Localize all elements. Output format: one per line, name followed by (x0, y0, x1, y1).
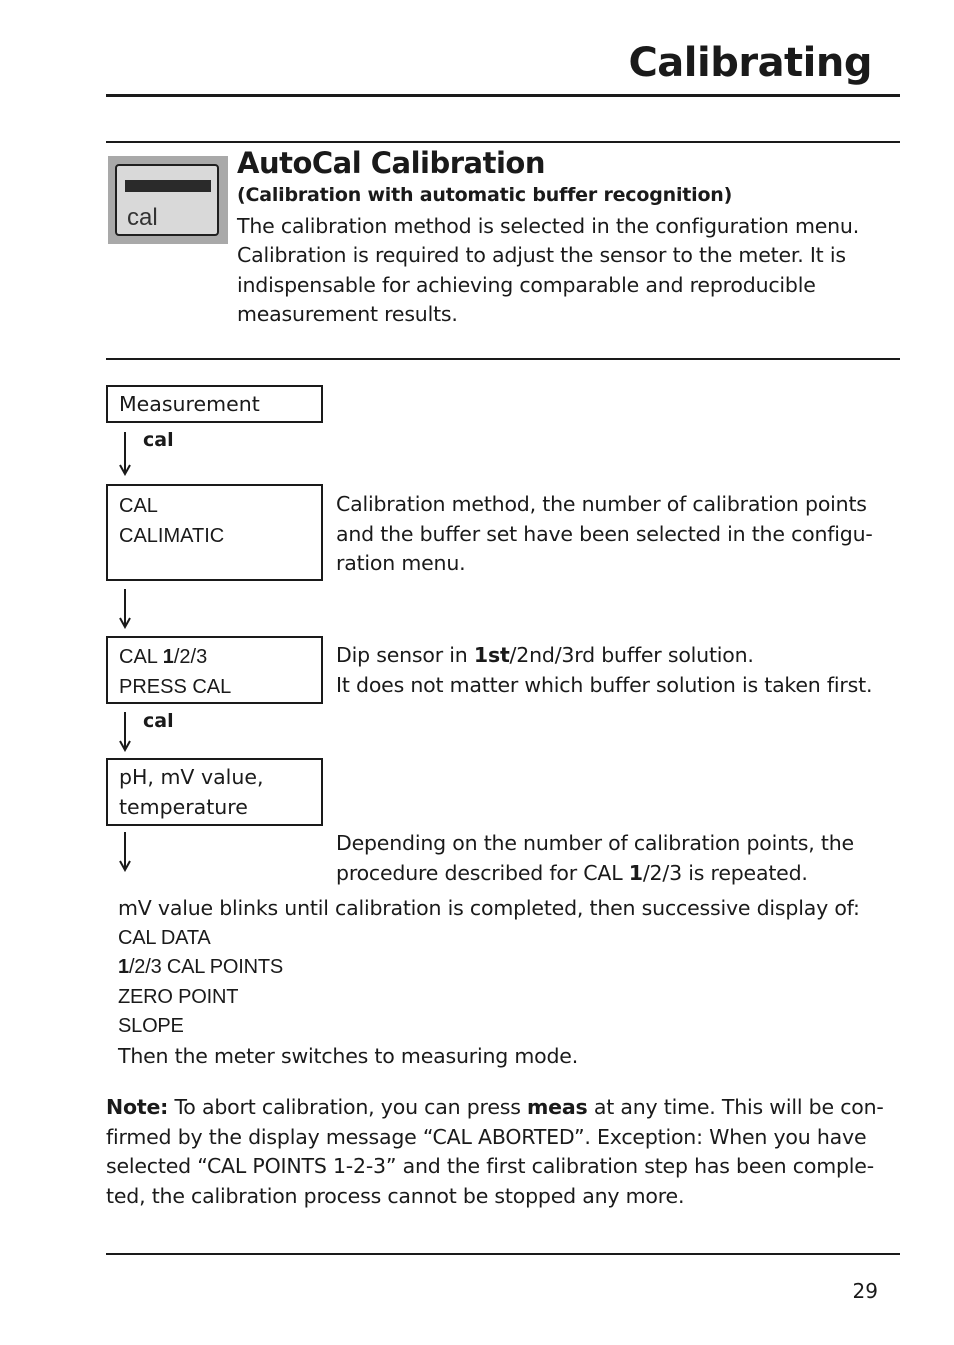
description-line: Dip sensor in 1st/2nd/3rd buffer solution. (336, 643, 754, 667)
title-rule (106, 94, 900, 97)
note-line: Note: To abort calibration, you can press meas at any time. This will be con- (106, 1095, 884, 1119)
display-item-slope: SLOPE (118, 1015, 184, 1037)
ph-mv-line: pH, mV value, (119, 765, 264, 789)
display-item-zero-point: ZERO POINT (118, 985, 239, 1008)
description-line: Calibration method, the number of calibration points (336, 492, 867, 516)
footer-rule (106, 1253, 900, 1255)
cal-points-box (106, 636, 323, 704)
cal-method-description (336, 490, 873, 579)
page-number: 29 (852, 1279, 878, 1303)
description-line: It does not matter which buffer solution is taken first. (336, 672, 873, 697)
display-item-cal-points: 1/2/3 CAL POINTS (118, 956, 284, 978)
cal-box-line: CAL (119, 495, 158, 517)
description-line: ration menu. (336, 551, 466, 575)
cal-points-line: CAL 1/2/3 (119, 646, 208, 668)
section-heading: AutoCal Calibration (237, 146, 545, 180)
note-line: ted, the calibration process cannot be stopped any more. (106, 1183, 685, 1208)
down-arrow-icon (117, 589, 133, 629)
repeat-description (336, 829, 854, 888)
section-subheading: (Calibration with automatic buffer recognition) (237, 184, 733, 206)
ph-mv-box (106, 758, 323, 826)
intro-text (237, 212, 897, 329)
completion-outro: Then the meter switches to measuring mode. (118, 1043, 579, 1068)
lcd-cal-text: cal (127, 204, 158, 231)
down-arrow-icon (117, 712, 133, 752)
press-cal-line: PRESS CAL (119, 675, 232, 698)
page-title: Calibrating (628, 40, 872, 86)
ph-mv-line: temperature (119, 794, 248, 819)
note-line: selected “CAL POINTS 1-2-3” and the first calibration step has been comple- (106, 1154, 874, 1178)
description-line: and the buffer set have been selected in the configu- (336, 521, 873, 546)
section-top-rule (106, 141, 900, 143)
intro-line: measurement results. (237, 301, 458, 326)
description-line: Depending on the number of calibration points, the (336, 831, 854, 855)
dip-sensor-description (336, 641, 872, 700)
down-arrow-icon (117, 432, 133, 476)
display-item-cal-data: CAL DATA (118, 926, 211, 949)
note-paragraph (106, 1093, 900, 1211)
completion-block (118, 894, 860, 1071)
cal-key-label: cal (143, 710, 174, 732)
lcd-screen (115, 164, 219, 236)
measurement-label: Measurement (119, 392, 260, 416)
measurement-box (106, 385, 323, 423)
completion-intro: mV value blinks until calibration is completed, then successive display of: (118, 896, 860, 920)
lcd-bar (125, 180, 211, 192)
cal-calimatic-box (106, 484, 323, 581)
down-arrow-icon (117, 832, 133, 872)
intro-line: Calibration is required to adjust the sensor to the meter. It is (237, 243, 846, 268)
cal-display-icon (108, 156, 228, 244)
section-bottom-rule (106, 358, 900, 360)
intro-line: The calibration method is selected in the configuration menu. (237, 214, 860, 238)
description-line: procedure described for CAL 1/2/3 is repeated. (336, 860, 808, 885)
note-line: firmed by the display message “CAL ABORTED”. Exception: When you have (106, 1124, 867, 1149)
cal-box-line: CALIMATIC (119, 524, 225, 547)
intro-line: indispensable for achieving comparable and reproducible (237, 272, 816, 297)
note-label: Note: (106, 1095, 169, 1119)
cal-key-label: cal (143, 429, 174, 451)
